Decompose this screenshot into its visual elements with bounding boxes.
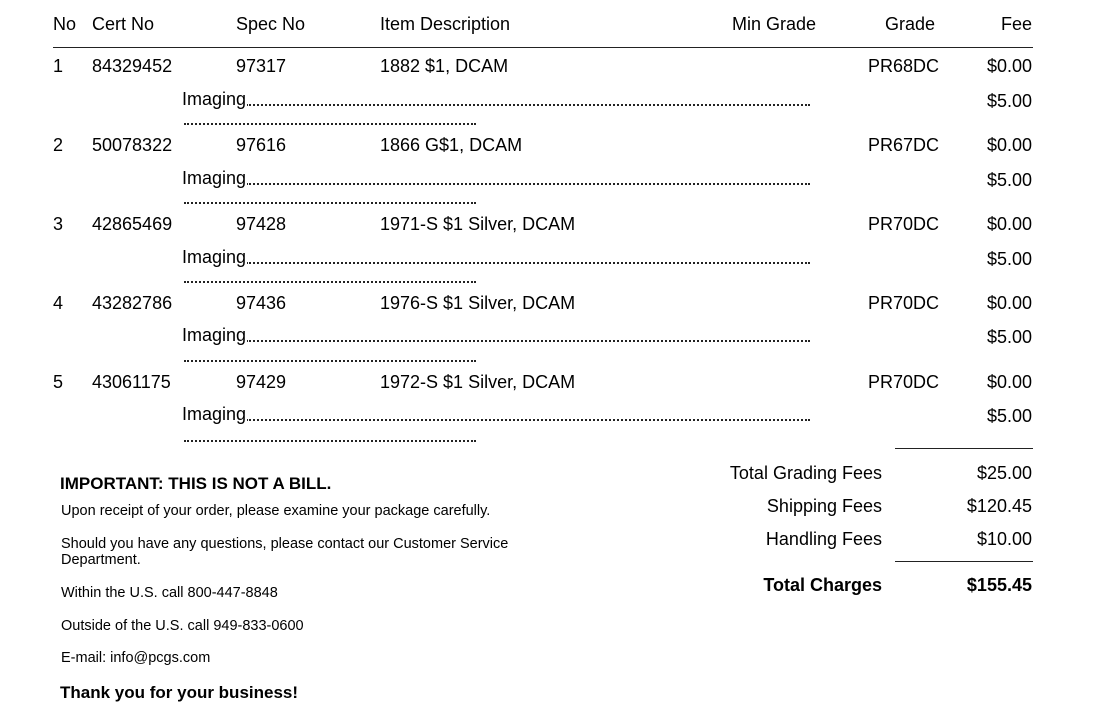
dot-leader (246, 183, 810, 185)
service-line (182, 167, 810, 191)
spec-no: 97436 (236, 293, 287, 313)
dot-leader (184, 202, 476, 204)
item-description: 1882 $1, DCAM (380, 56, 509, 76)
service-label: Imaging (182, 404, 247, 424)
item-no: 5 (53, 372, 64, 392)
shipping-fees-value: $120.45 (966, 496, 1032, 516)
header-rule (53, 47, 1033, 48)
dot-leader (246, 340, 810, 342)
dot-leader (246, 262, 810, 264)
service-line (182, 88, 810, 112)
shipping-fees-label: Shipping Fees (766, 496, 882, 516)
dot-leader (184, 440, 476, 442)
grade: PR68DC (868, 56, 940, 76)
col-header-cert-no: Cert No (92, 14, 155, 34)
service-line (182, 246, 810, 270)
spec-no: 97428 (236, 214, 287, 234)
cert-no: 43282786 (92, 293, 173, 313)
service-line (182, 403, 810, 427)
item-fee: $0.00 (986, 214, 1032, 234)
handling-fees-value: $10.00 (976, 529, 1032, 549)
dot-leader (184, 281, 476, 283)
item-fee: $0.00 (986, 293, 1032, 313)
item-fee: $0.00 (986, 372, 1032, 392)
notice-examine-package: Upon receipt of your order, please examine your package carefully. (61, 503, 491, 519)
service-label: Imaging (182, 247, 247, 267)
item-description: 1976-S $1 Silver, DCAM (380, 293, 576, 313)
item-fee: $0.00 (986, 135, 1032, 155)
cert-no: 84329452 (92, 56, 173, 76)
service-label: Imaging (182, 89, 247, 109)
item-description: 1866 G$1, DCAM (380, 135, 523, 155)
item-description: 1971-S $1 Silver, DCAM (380, 214, 576, 234)
totals-bottom-rule (895, 561, 1033, 562)
spec-no: 97429 (236, 372, 287, 392)
cert-no: 43061175 (92, 372, 171, 392)
dot-leader (184, 123, 476, 125)
notice-contact-line: Should you have any questions, please contact our Customer Service (61, 536, 509, 552)
totals-top-rule (895, 448, 1033, 449)
total-grading-fees-label: Total Grading Fees (729, 463, 882, 483)
notice-heading: IMPORTANT: THIS IS NOT A BILL. (60, 474, 332, 493)
dot-leader (246, 104, 810, 106)
item-no: 1 (53, 56, 64, 76)
total-charges-value: $155.45 (966, 575, 1032, 595)
service-label: Imaging (182, 325, 247, 345)
dot-leader (246, 419, 810, 421)
cert-no: 42865469 (92, 214, 173, 234)
grade: PR70DC (868, 214, 940, 234)
service-fee: $5.00 (986, 249, 1032, 269)
item-no: 3 (53, 214, 64, 234)
col-header-min-grade: Min Grade (732, 14, 817, 34)
grade: PR70DC (868, 293, 940, 313)
service-label: Imaging (182, 168, 247, 188)
handling-fees-label: Handling Fees (765, 529, 882, 549)
item-description: 1972-S $1 Silver, DCAM (380, 372, 576, 392)
col-header-no: No (53, 14, 77, 34)
grade: PR70DC (868, 372, 940, 392)
international-phone: Outside of the U.S. call 949-833-0600 (61, 618, 304, 634)
item-no: 2 (53, 135, 64, 155)
grade: PR67DC (868, 135, 940, 155)
col-header-fee: Fee (1000, 14, 1032, 34)
col-header-spec-no: Spec No (236, 14, 306, 34)
col-header-item-description: Item Description (380, 14, 511, 34)
total-charges-label: Total Charges (763, 575, 882, 595)
service-fee: $5.00 (986, 406, 1032, 426)
col-header-grade: Grade (885, 14, 936, 34)
thank-you-message: Thank you for your business! (60, 683, 299, 702)
notice-contact-line-cont: Department. (61, 552, 141, 568)
item-fee: $0.00 (986, 56, 1032, 76)
dot-leader (184, 360, 476, 362)
spec-no: 97616 (236, 135, 287, 155)
us-phone: Within the U.S. call 800-447-8848 (61, 585, 278, 601)
spec-no: 97317 (236, 56, 287, 76)
service-fee: $5.00 (986, 91, 1032, 111)
contact-email: E-mail: info@pcgs.com (61, 650, 211, 666)
total-grading-fees-value: $25.00 (976, 463, 1032, 483)
item-no: 4 (53, 293, 64, 313)
service-line (182, 324, 810, 348)
service-fee: $5.00 (986, 327, 1032, 347)
service-fee: $5.00 (986, 170, 1032, 190)
cert-no: 50078322 (92, 135, 173, 155)
